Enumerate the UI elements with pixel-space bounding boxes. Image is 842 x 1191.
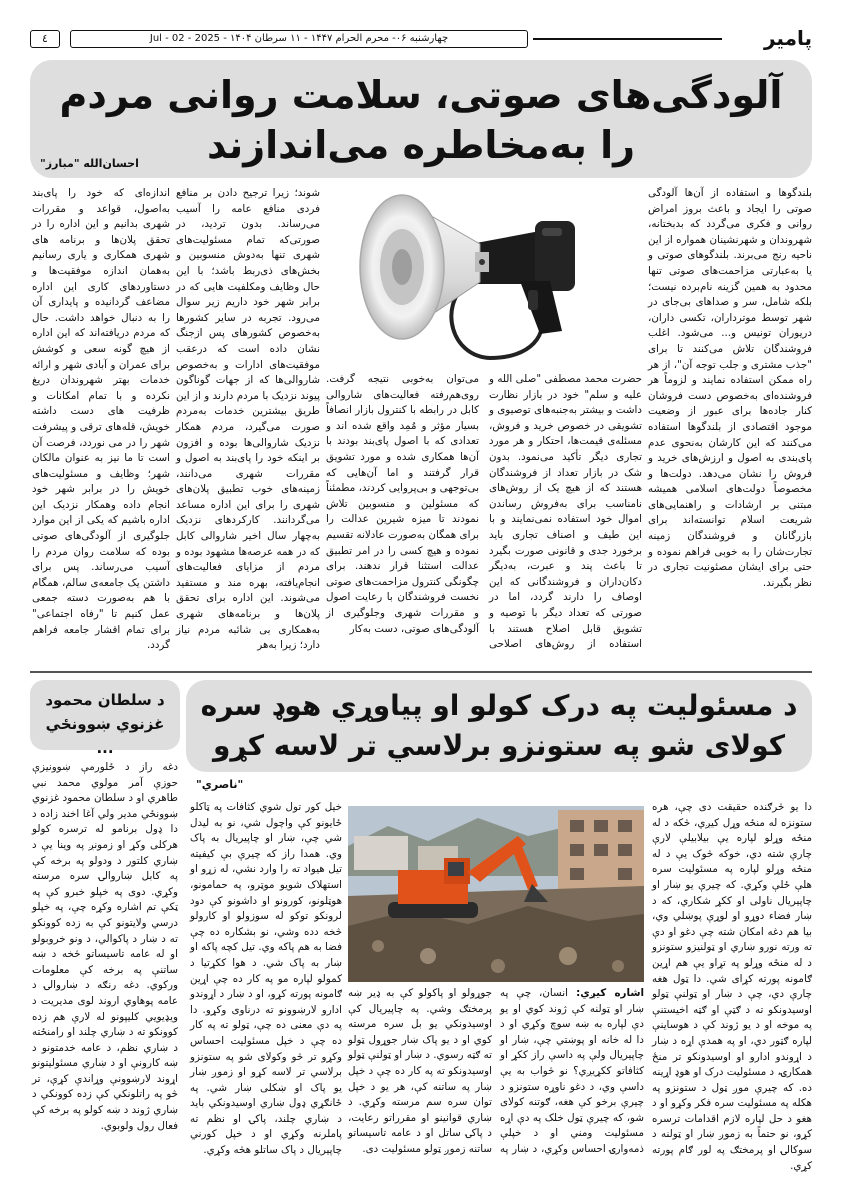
dateline: چهارشنبه ۰۶- محرم الحرام ۱۴۴۷ - ۱۱ سرطان ۱۴۰۴ - Jul - 02 - 2025 [70,30,528,48]
article1-headline: آلودگی‌های صوتی، سلامت روانی مردم را به‌مخاطره می‌اندازند [59,73,783,167]
article1-column-1: بلندگوها و استفاده از آن‌ها آلودگی صوتی را ایجاد و باعث بروز امراض روانی و فکری می‌گردد که بدبختانه، شهروندان و شهرنشینان همواره از این ناحیه رنج می‌برند. بلندگوهای صوتی و یا به‌عبارتی مزاحمت‌های صوتی تنها محدود به همین گزینه نام‌برده نیست؛ بلکه شامل، سر و صداهای بی‌جای در شهر توسط موترداران، تکسی داران، دریوران تونیس و... می‌شود. اغلب فروشندگان تلاش می‌کنند تا برای "جذب مشتری و جلب توجه آن"، از هر راه ممکن استفاده نمایند و لزوماً هر فروشنده‌ای به‌خصوص دست فروشان کنار جاده‌ها برای عبور از وضعیت موجود اقتصادی از بلندگوها استفاده می‌کنند که این کارشان به‌نحوی عدم پای‌بندی به اصول و ارزش‌های خرید و فروش را نشان می‌دهد. دولت‌ها و مخصوصاً دولت‌های اسلامی همیشه مبتنی بر ارشادات و راهنمایی‌های شریعت اسلام توانسته‌اند برای بازرگانان و فروشندگان زمینه تجارت‌شان را به خوبی فراهم نموده و حتی برای ایشان مصئونیت تجاری در نظر بگیرند. [648,187,812,589]
article2-column-3: خیل کور تول شوي کثافات په ټاکلو ځایونو کې واچول شي، نو به لیدل شي چې، ښار او چاپیریال به پاک وي. همدا راز که چیرې بې کیفیته تیل هیواد ته را وارد نشي، له زړو او استهلاک شویو موټرو، په حمامونو، هوټلونو، کورونو او داشونو کې دود لرونکو توکو له سوزولو او کارولو څخه دده وشي، نو بشکاره ده چې فضا به هم پاکه وي. تیل کچه پاکه او ښار به پاک شي. د هوا ککړتیا د کمولو لپاره مو په کار ده چې اړین ګامونه پورته کړو، او د ښار د اړوندو ادارو لارښوونو ته درناوی وکړو. دا په دې معنی ده چې، ټولو ته په کار ده چې د خپل مسئولیت احساس وکړو تر څو وکولای شو په ستونزو برلاسي تر لاسه کړو او زموږ ښار یو پاک او ښکلی ښار شي. په ځانګړي ډول ښاري اوسیدونکي باید د ښاري چلند، پاکۍ او نظم ته پاملرنه وکړي او د خپل کورني چاپیریال د پاک ساتلو هڅه وکړي. [190,801,342,1157]
sidebar-text: دغه راز د ځلورمې ښوونیزې حوزې آمر مولوي محمد نبي طاهري او د سلطان محمود غزنوي ښوونځي مدیر ولي آغا اخند زاده د دا ډول برنامو له ترسره کولو هرکلی وکړ او زمونږ په وینا یې د ښاري کلتور د ودولو په برخه کې په کابل ښاروالۍ سره مرسته وکړي. دوی په خپلو خبرو کې په ټکې تم اشاره وکړه چې، په خپلو درسي ولایتونو کې به زده کوونکو ته د ښار د پاکوالي، د ونو خروبولو او له عامه تاسیساتو څخه د ښه ساتنې په برخه کې معلومات ورکوي. دغه رنګه د ښاروالۍ د عامه پوهاوي اروند لوی مدیریت د ویډیویي کلیپونو له لارې هم زده کوونکو ته د ښاري چلند او رامنځته د ښاري نظم، د عامه خدمتونو د ښه کارونې او د ښاري مسئولیتونو اړوند لارښوونې وړاندې کړې، تر څو په راتلونکي کې زده کوونکي د ښاري ژوند د ښه کولو په برخه کې فعال رول ولوبوي. [32,761,178,1132]
header-rule [533,38,722,40]
article1-author: احسان‌الله "مبارز" [40,157,139,170]
article2-column-1: دا یو څرګنده حقیقت دی چې، هره ستونزه له منځه وړل کیږي، څکه د له منځه وړلو لپاره یې بیلابیلې لارې چارې شته دي، خوکه څوک یې د له منځه وړلو لپاره په مسئولیت سره هلې ځلې وکړي. که چیرې یو ښار او چاپیریال ناولی او ککړ شکاري، که د ښار فضاء دوړو او لوړې پوښلي وي، بیا هم دغه امکان شته چې دغو او دې ته ورته نورو ښاري او ټولنیزو ستونزو د له منځه وړلو په تړاو یې هم اړین ګامونه پورته کړای شي. دا ټول هغه چارې دي، چې د ښار او ټولنې ټولو اوسیدونکو ته د ګټې او ګټه اخیستنې په موخه او د یو ژوند کې د هوساینې لپاره ګټور دي، او په همدې اړه د ښار د اړوندو ادارو او اوسیدونکو تر منځ همکارۍ، د مسئولیت درک او هوډ اړینه ده. که چیرې موږ ټول د ستونزو په هکله په مسئولیت سره فکر وکړو او د هغو د حل لپاره لازم اقدامات ترسره کړو، نو حتماً به زموږ ښار او ټولنه د سوکالۍ او پرمختګ په لور ګام پورته کړي. [652,801,812,1172]
article2-author: "ناصري" [196,778,244,791]
article2-headline: د مسئولیت په درک کولو او پیاوړي هوډ سره کولای شو په ستونزو برلاسي تر لاسه کړو [200,689,798,762]
article1-column-2: حضرت محمد مصطفی "صلی الله و علیه و سلم" خود در بازار نظارت داشت و بیشتر به‌جنبه‌های توصیوی و تشویقی در خصوص خرید و فروش، مسئله‌ی قیمت‌ها، احتکار و هر مورد تجاری دیگر تأکید می‌نمود. بدون شک در بازار تعداد از فروشندگان هستند که از هیچ یک از روش‌های نامناسب برای به‌فروش رساندن اموال خود استفاده نمی‌نمایند و با این طیف و اصناف تجاری باید برخورد جدی و قانونی صورت بگیرد تا باعث پند و عبرت، به‌دیگر دکان‌داران و فروشندگانی که این اوصاف را دارند گردد، اما در صورتی که تعداد دیگر با توصیه و تشویق قابل اصلاح هستند با استفاده از روش‌های اصلاحی می‌توان به‌خوبی نتیجه گرفت. روی‌هم‌رفته فعالیت‌های شاروالی کابل در رابطه با کنترول بازار انصافاً بسیار مؤثر و مُمِد واقع شده اند و تعدادی که با اصول پای‌بند بودند با آن‌ها همکاری شده و مورد تشویق قرار گرفتند و اما آن‌هایی که بی‌توجهی و بی‌پروایی کردند، مطمئناً که مسئولین و منسوبین تلاش نمودند تا میزه شیرین عدالت را برای همگان به‌صورت عادلانه تقسیم نموده و هیچ کسی را در امر تطبیق عدالت استثنا قرار ندهند. برای چگونگی کنترول مزاحمت‌های صوتی نخست فروشندگان با رعایت اصول و مقررات شهری وجلوگیری از آلودگی‌های صوتی، دست به‌کار [326,373,642,651]
newspaper-brand: پامیر [763,26,812,50]
article2-headline-box [186,680,812,772]
excavator-photo [348,806,644,982]
article1-headline-box [30,60,812,178]
photo-caption: اشاره کیږي: [567,987,644,999]
sidebar-headline-box [30,680,180,757]
article2-column-2-text: انسان، چې په ښار او ټولنه کې ژوند کوي او یو دې لپاره به ښه سوچ وکړي او د دا له خانه او پوښتي چې، ښار او چاپیریال ولې په داسې راز ککړ او کثافاتو ککړیږي؟ نو څواب به یې داسې وي، د دغو ناوړه ستونزو د چیرې برخو کې هغه، ګوتنه کولای شو، که چیرې ټول خلک په دې اړه مسئولیت ومني او د خپلې ذمه‌وارۍ احساس وکړي، د ښار په جوړولو او پاکولو کې به ډیر ښه پرمختګ وشي. په چاپیریال کې اوسیدونکي یو بل سره مرسته کوي او د یو پاک ښار جوړول ټولو ته ګټه رسوي. د ښار او ټولنې ټولو اوسیدونکو ته په کار ده چې د خپل ښار په ساتنه کې، هر یو د خپل توان سره سم مرسته وکړي. د ښاري قوانینو او مقرراتو رعایت، د پاکۍ ساتل او د عامه تاسیساتو ساتنه زموږ ټولو مسئولیت دی. [348,987,644,1155]
sidebar-article [30,680,180,1176]
megaphone-photo [330,186,642,366]
sidebar-headline: د سلطان محمود غزنوي ښوونځي ... [45,691,165,757]
section-divider [30,671,812,673]
article1-column-3: شوند؛ زیرا ترجیح دادن بر منافع فردی منافع عامه را آسیب می‌رساند. بدون تردید، در صورتی‌که تمام مسئولیت‌های شهری تنها به‌دوش منسوبین و بخش‌های ذی‌ربط باشد؛ با این حال وظایف ومکلفیت هایی که در برابر شهر خود داریم زیر سوال می‌رود. تجربه در سایر کشورها به‌خصوص کشورهای پس ازجنگ نشان داده است که درعقب موفقیت‌های ادارات و به‌خصوص شاروالی‌ها که از جهات گوناگون پیوند نزدیک با مردم دارند و از این طریق بیشترین خدمات به‌مردم صورت می‌گیرد، مردم همکار نزدیک شاروالی‌ها بوده و افزون بر اینکه خود را پای‌بند به اصول و مقررات شهری می‌دانند، زمینه‌های خوب تطبیق پلان‌های شهری را برای این اداره مساعد می‌گردانند. کارکردهای نزدیک به‌چهار سال اخیر شاروالی کابل که در همه عرصه‌ها مشهود بوده و مردم از مزایای فعالیت‌های انجام‌یافته، بهره مند و مستفید می‌شوند. این اداره برای تحقق پلان‌ها و برنامه‌های شهری به‌همکاری بی شائبه مردم نیاز دارد؛ زیرا به‌هر [176,187,320,652]
excavator-icon [348,806,644,982]
page-number: ٤ [30,30,60,48]
page-header [30,28,812,50]
article1-column-4: اندازه‌ای که خود را پای‌بند به‌اصول، قواعد و مقررات شهری بدانیم و این اداره را در تحقق پلان‌ها و برنامه های شهری همکاری و یاری رسانیم به‌همان اندازه موفقیت‌ها و دستاوردهای کاری این اداره مضاعف گردانیده و پایداری آن را به دنبال خواهد داشت. حال که مردم دریافته‌اند که این اداره از هیچ گونه سعی و کوشش برای عمران و آبادی شهر و ارائه خدمات بهتر شهروندان دریغ نکرده و با تمام امکانات و ظرفیت های دست داشته خویش، قله‌های ترقی و پیشرفت شهر را در می نوردد، فرصت آن است تا ما نیز به عنوان مالکان شهر؛ وظایف و مسئولیت‌های خویش را در برابر شهر خود انجام داده وهمکار نزدیک این اداره باشیم که یکی از این موارد جلوگیری از آلودگی‌های صوتی بوده که سلامت روان مردم را آسیب می‌رساند. پس برای داشتن یک جامعه‌ی سالم، همگام با ‌هم به‌صورت دسته جمعی عمل کنیم تا "رفاه اجتماعی" برای تمام اقشار جامعه فراهم گردد. [32,187,170,652]
article2-column-2 [348,986,644,1172]
megaphone-icon [330,186,642,366]
